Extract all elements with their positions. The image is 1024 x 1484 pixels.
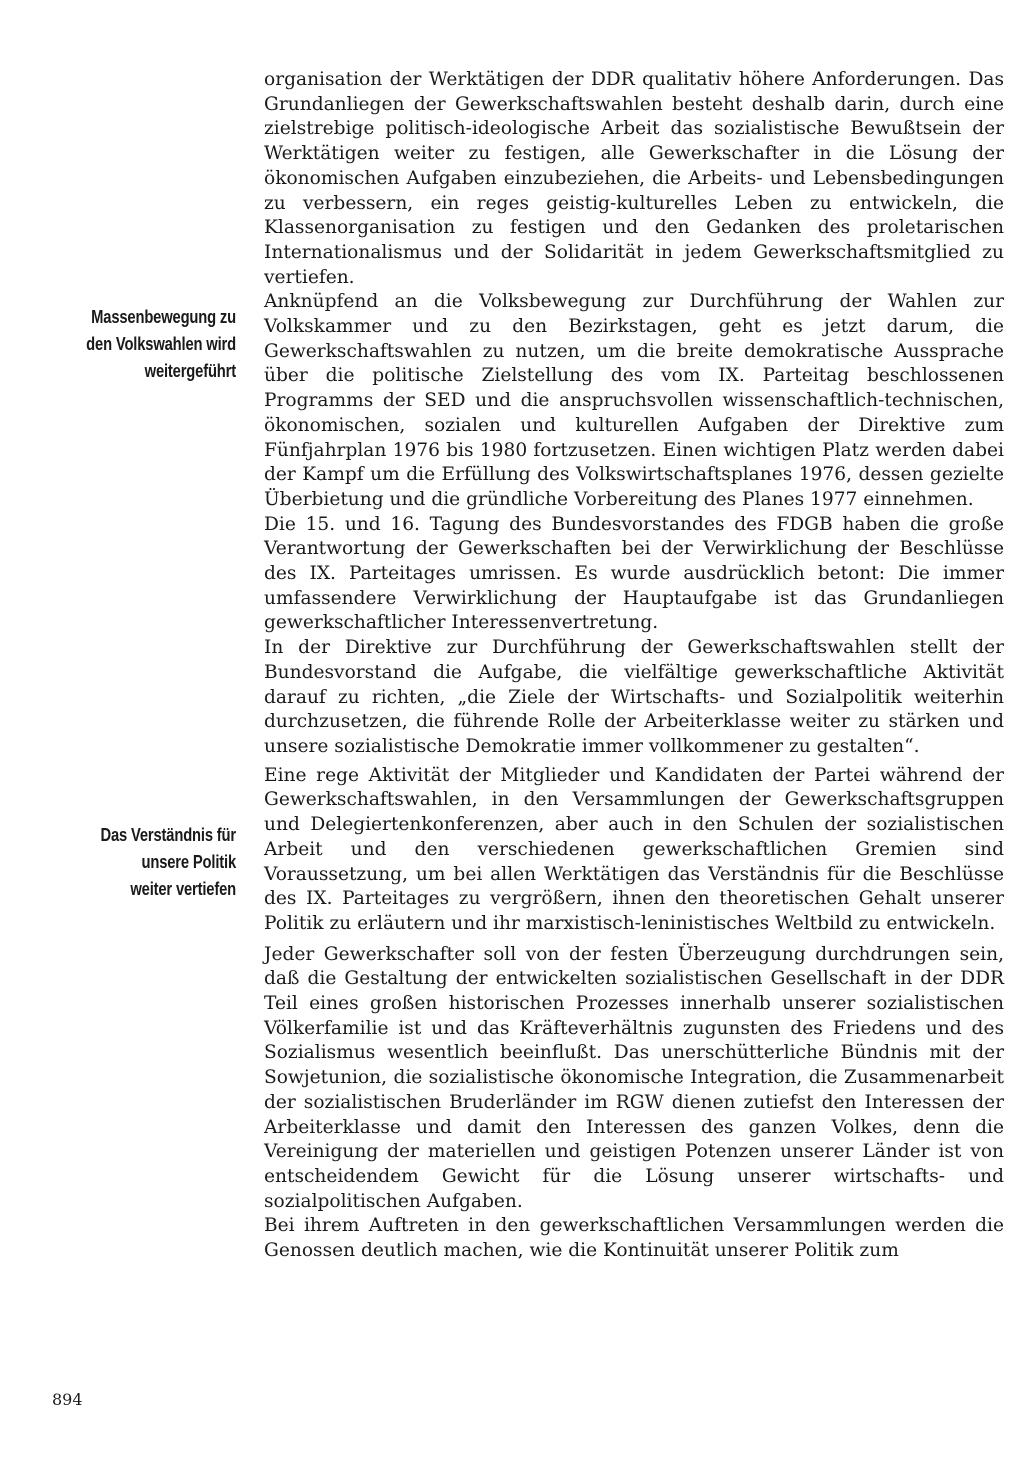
margin-note-line: weitergeführt: [144, 361, 236, 381]
paragraph: Jeder Gewerkschafter soll von der festen Überzeugung durchdrungen sein, daß die Gestaltung der entwickelten sozialistischen Gesellschaft in der DDR Teil eines großen historischen Prozesses innerhalb unserer sozialistischen Völkerfamilie ist und das Kräfteverhältnis zugunsten des Friedens und des Sozialismus wesentlich beeinflußt. Das unerschütterliche Bündnis mit der Sowjetunion, die sozialistische ökonomische Integration, die Zusammenarbeit der sozialistischen Bruderländer im RGW dienen zutiefst den Interessen der Arbeiterklasse und damit den Interessen des ganzen Volkes, denn die Vereinigung der materiellen und geistigen Potenzen unserer Länder ist von entscheidendem Gewicht für die Lösung unserer wirtschafts- und sozialpolitischen Aufgaben.: [264, 943, 1004, 1212]
margin-note-line: unsere Politik: [141, 852, 236, 872]
page-number: 894: [52, 1390, 83, 1409]
paragraph: Die 15. und 16. Tagung des Bundesvorstandes des FDGB haben die große Verantwortung der Gewerkschaften bei der Verwirklichung der Beschlüsse des IX. Parteitages umrissen. Es wurde ausdrücklich betont: Die immer umfassendere Verwirklichung der Hauptaufgabe ist das Grundanliegen gewerkschaftlicher Interessenvertretung.: [264, 513, 1004, 634]
paragraph: organisation der Werktätigen der DDR qualitativ höhere Anforderungen. Das Grundanliegen der Gewerkschaftswahlen besteht deshalb darin, durch eine zielstrebige politisch-ideologische Arbeit das sozialistische Bewußtsein der Werktätigen weiter zu festigen, alle Gewerkschafter in die Lösung der ökonomischen Aufgaben einzubeziehen, die Arbeits- und Lebensbedingungen zu verbessern, ein reges geistig-kulturelles Leben zu entwickeln, die Klassenorganisation zu festigen und den Gedanken des proletarischen Internationalismus und der Solidarität in jedem Gewerkschaftsmitglied zu vertiefen.: [264, 69, 1004, 288]
paragraph: Eine rege Aktivität der Mitglieder und Kandidaten der Partei während der Gewerkschaftswahlen, in den Versammlungen der Gewerkschaftsgruppen und Delegiertenkonferenzen, aber auch in den Schulen der sozialistischen Arbeit und den verschiedenen gewerkschaftlichen Gremien sind Voraussetzung, um bei allen Werktätigen das Verständnis für die Beschlüsse des IX. Parteitages zu vergrößern, ihnen den theoretischen Gehalt unserer Politik zu erläutern und ihr marxistisch-leninistisches Weltbild zu entwickeln.: [264, 764, 1004, 934]
margin-note-understanding: [67, 822, 236, 903]
margin-note-line: den Volkswahlen wird: [86, 334, 236, 354]
margin-note-line: weiter vertiefen: [130, 879, 236, 899]
margin-note-line: Massenbewegung zu: [91, 307, 236, 327]
margin-note-mass-movement: [67, 304, 236, 385]
paragraph: Bei ihrem Auftreten in den gewerkschaftlichen Versammlungen werden die Genossen deutlich machen, wie die Kontinuität unserer Politik zum: [264, 1215, 1004, 1262]
main-text-column: [264, 68, 1004, 1264]
margin-note-line: Das Verständnis für: [100, 825, 236, 845]
paragraph: In der Direktive zur Durchführung der Gewerkschaftswahlen stellt der Bundesvorstand die Aufgabe, die vielfältige gewerkschaftliche Aktivität darauf zu richten, „die Ziele der Wirtschafts- und Sozialpolitik weiterhin durchzusetzen, die führende Rolle der Arbeiterklasse weiter zu stärken und unsere sozialistische Demokratie immer vollkommener zu gestalten“.: [264, 637, 1004, 757]
paragraph: Anknüpfend an die Volksbewegung zur Durchführung der Wahlen zur Volkskammer und zu den Bezirkstagen, geht es jetzt darum, die Gewerkschaftswahlen zu nutzen, um die breite demokratische Aussprache über die politische Zielstellung des vom IX. Parteitag beschlossenen Programms der SED und die anspruchsvollen wissenschaftlich-technischen, ökonomischen, sozialen und kulturellen Aufgaben der Direktive zum Fünfjahrplan 1976 bis 1980 fortzusetzen. Einen wichtigen Platz werden dabei der Kampf um die Erfüllung des Volkswirtschaftsplanes 1976, dessen gezielte Überbietung und die gründliche Vorbereitung des Planes 1977 einnehmen.: [264, 291, 1004, 510]
